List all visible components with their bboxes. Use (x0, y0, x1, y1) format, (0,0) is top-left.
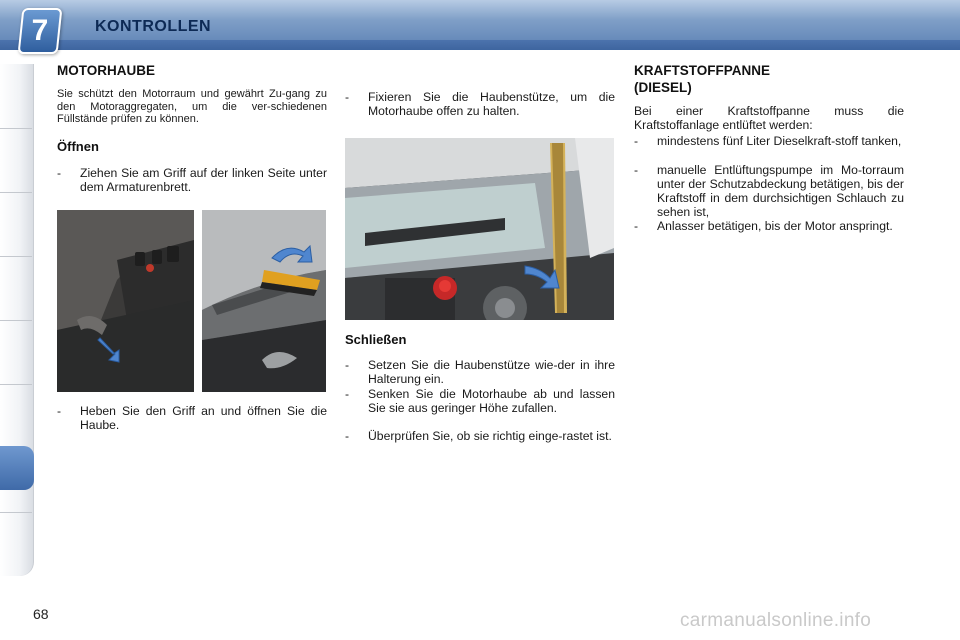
side-tab-divider (0, 128, 32, 129)
intro-paragraph: Sie schützt den Motorraum und gewährt Zu-gang zu den Motoraggregaten, um die ver-schiedenen Füllstände prüfen zu können. (57, 88, 327, 125)
step-text: manuelle Entlüftungspumpe im Mo-torraum unter der Schutzabdeckung betätigen, bis der Kraftstoff in dem durchsichtigen Schlauch zu sehen ist, (657, 163, 904, 219)
step-text: Senken Sie die Motorhaube ab und lassen Sie sie aus geringer Höhe zufallen. (368, 387, 615, 415)
chapter-number: 7 (31, 14, 49, 47)
photo-hood-release-handle (57, 210, 194, 392)
photo-hood-prop-rod (345, 138, 614, 320)
step-item (345, 429, 615, 443)
bullet-dash: - (345, 90, 350, 104)
page-number: 68 (33, 606, 49, 622)
bullet-dash: - (345, 358, 350, 372)
step-text: mindestens fünf Liter Dieselkraft-stoff tanken, (657, 134, 902, 148)
step-item (57, 166, 327, 194)
step-item (634, 134, 904, 148)
step-item (634, 219, 904, 233)
step-text: Anlasser betätigen, bis der Motor anspringt. (657, 219, 893, 233)
step-item (345, 387, 615, 415)
step-text: Ziehen Sie am Griff auf der linken Seite unter dem Armaturenbrett. (80, 166, 327, 194)
bullet-dash: - (57, 404, 62, 418)
side-tab-active[interactable] (0, 446, 34, 490)
side-tab-strip (0, 64, 34, 576)
bullet-dash: - (634, 134, 639, 148)
bullet-dash: - (345, 387, 350, 401)
intro-paragraph: Bei einer Kraftstoffpanne muss die Kraftstoffanlage entlüftet werden: (634, 104, 904, 132)
side-tab-divider (0, 192, 32, 193)
step-text: Überprüfen Sie, ob sie richtig einge-rastet ist. (368, 429, 612, 443)
side-tab-divider (0, 256, 32, 257)
side-tab-divider (0, 384, 32, 385)
header-stripe (0, 40, 960, 50)
section-heading-motorhaube: MOTORHAUBE (57, 63, 156, 78)
side-tab-divider (0, 512, 32, 513)
step-text: Setzen Sie die Haubenstütze wie-der in ihre Halterung ein. (368, 358, 615, 386)
section-heading-diesel: (DIESEL) (634, 80, 692, 95)
step-item (345, 90, 615, 118)
step-text: Heben Sie den Griff an und öffnen Sie die Haube. (80, 404, 327, 432)
step-item (345, 358, 615, 386)
step-item (634, 163, 904, 219)
watermark: carmanualsonline.info (680, 610, 872, 631)
chapter-title: KONTROLLEN (95, 18, 212, 35)
section-heading-kraftstoffpanne: KRAFTSTOFFPANNE (634, 63, 770, 78)
bullet-dash: - (634, 163, 639, 177)
bullet-dash: - (345, 429, 350, 443)
photo-hood-latch-lever (202, 210, 326, 392)
bullet-dash: - (57, 166, 62, 180)
bullet-dash: - (634, 219, 639, 233)
step-text: Fixieren Sie die Haubenstütze, um die Motorhaube offen zu halten. (368, 90, 615, 118)
side-tab-divider (0, 320, 32, 321)
step-item (57, 404, 327, 432)
subheading-oeffnen: Öffnen (57, 139, 99, 154)
subheading-schliessen: Schließen (345, 332, 407, 347)
